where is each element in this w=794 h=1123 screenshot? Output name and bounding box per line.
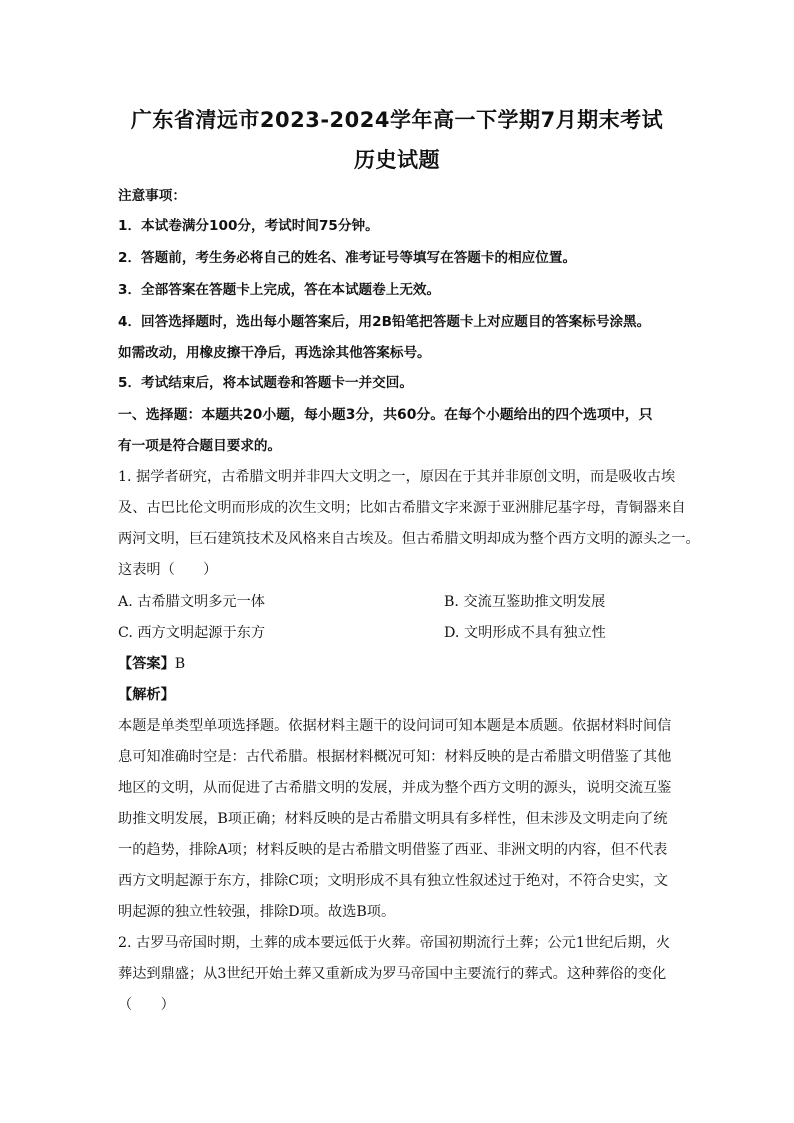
analysis-line: 地区的文明，从而促进了古希腊文明的发展，并成为整个西方文明的源头，说明交流互鉴 (118, 780, 672, 796)
question-1-stem: 两河文明，巨石建筑技术及风格来自古埃及。但古希腊文明却成为整个西方文明的源头之一。 (118, 531, 700, 547)
question-1-option-d: D. 文明形成不具有独立性 (444, 625, 606, 641)
section-heading: 一、选择题：本题共20小题，每小题3分，共60分。在每个小题给出的四个选项中，只 (118, 407, 653, 423)
question-2-stem: 葬达到鼎盛；从3世纪开始土葬又重新成为罗马帝国中主要流行的葬式。这种葬俗的变化 (118, 966, 667, 982)
notes-item: 4．回答选择题时，选出每小题答案后，用2B铅笔把答题卡上对应题目的答案标号涂黑。 (118, 314, 651, 330)
question-1-option-b: B. 交流互鉴助推文明发展 (444, 594, 606, 610)
analysis-line: 助推文明发展，B项正确；材料反映的是古希腊文明具有多样性，但未涉及文明走向了统 (118, 811, 668, 827)
notes-item: 如需改动，用橡皮擦干净后，再选涂其他答案标号。 (118, 345, 431, 361)
question-1-analysis-heading (118, 685, 680, 705)
section-heading-cont: 有一项是符合题目要求的。 (118, 438, 282, 454)
page-title: 广东省清远市2023-2024学年高一下学期7月期末考试 (130, 108, 664, 132)
analysis-line: 一的趋势，排除A项；材料反映的是古希腊文明借鉴了西亚、非洲文明的内容，但不代表 (118, 842, 668, 858)
question-1-option-a: A. 古希腊文明多元一体 (118, 594, 265, 610)
notes-heading: 注意事项： (118, 188, 186, 204)
question-1-answer (118, 654, 680, 674)
analysis-line: 明起源的独立性较强，排除D项。故选B项。 (118, 904, 396, 920)
analysis-line: 息可知准确时空是：古代希腊。根据材料概况可知：材料反映的是古希腊文明借鉴了其他 (118, 749, 672, 765)
analysis-line: 西方文明起源于东方，排除C项；文明形成不具有独立性叙述过于绝对，不符合史实，文 (118, 873, 668, 889)
analysis-tag: 【解析】 (118, 687, 175, 703)
notes-item: 5．考试结束后，将本试题卷和答题卡一并交回。 (118, 375, 413, 391)
answer-value: B (174, 656, 186, 672)
answer-tag: 【答案】 (118, 656, 175, 672)
question-1-option-c: C. 西方文明起源于东方 (118, 625, 266, 641)
question-1-stem: 这表明（ ） (118, 562, 218, 578)
question-1-stem: 及、古巴比伦文明而形成的次生文明；比如古希腊文字来源于亚洲腓尼基字母，青铜器来自 (118, 500, 686, 516)
question-2-stem: （ ） (118, 997, 175, 1013)
question-2-stem: 2. 古罗马帝国时期，土葬的成本要远低于火葬。帝国初期流行土葬；公元1世纪后期，火 (118, 935, 671, 951)
page-subtitle: 历史试题 (354, 148, 440, 172)
notes-item: 3．全部答案在答题卡上完成，答在本试题卷上无效。 (118, 282, 441, 298)
analysis-line: 本题是单类型单项选择题。依据材料主题干的设问词可知本题是本质题。依据材料时间信 (118, 718, 672, 734)
notes-item: 1．本试卷满分100分，考试时间75分钟。 (118, 218, 379, 234)
question-1-stem: 1. 据学者研究，古希腊文明并非四大文明之一，原因在于其并非原创文明，而是吸收古埃 (118, 469, 676, 485)
notes-item: 2．答题前，考生务必将自己的姓名、准考证号等填写在答题卡的相应位置。 (118, 250, 577, 266)
